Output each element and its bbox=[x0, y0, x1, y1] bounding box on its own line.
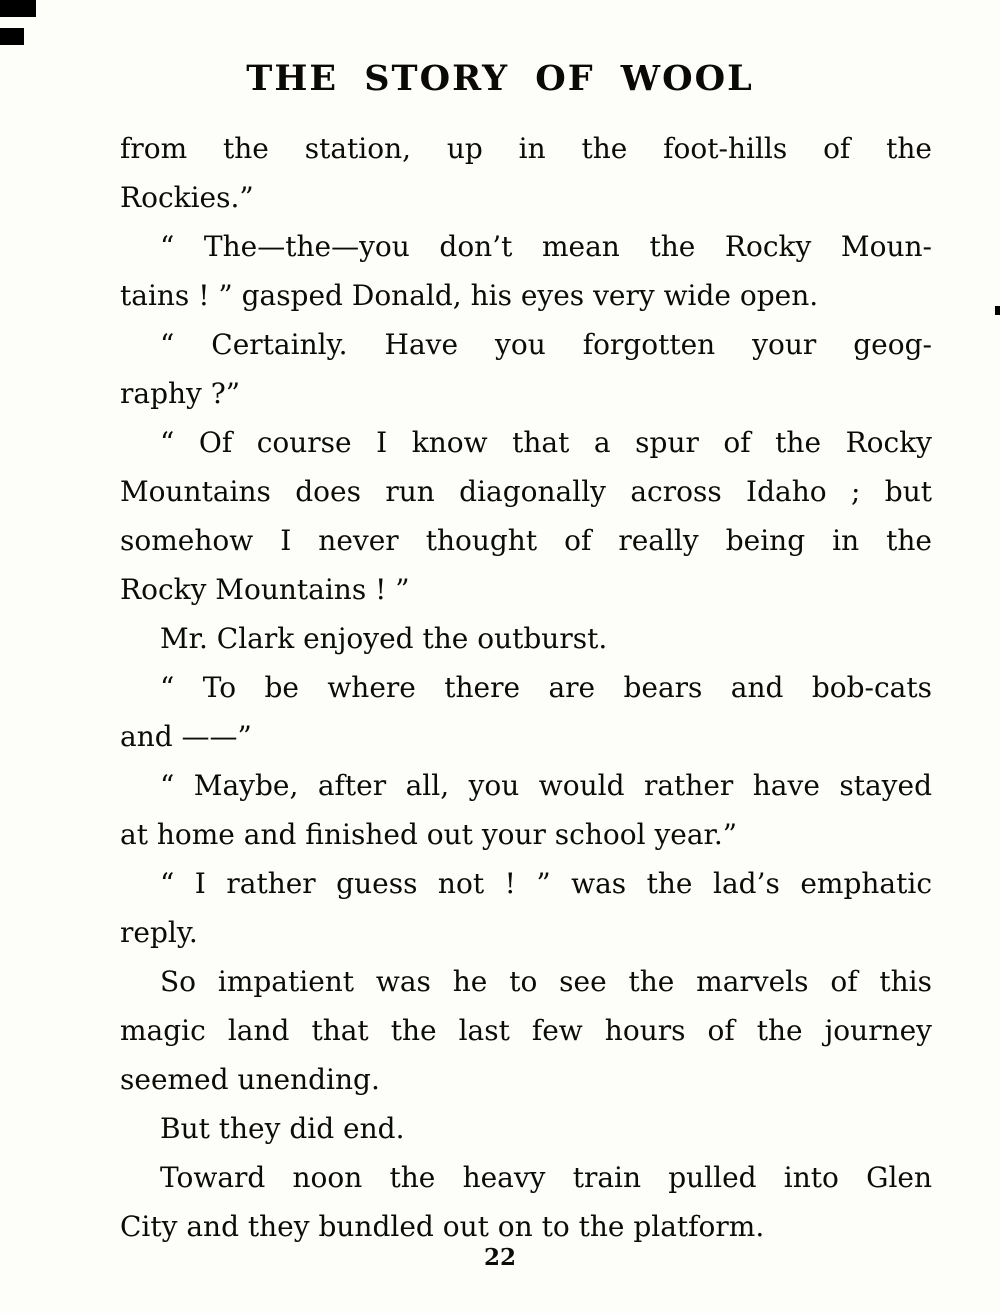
text-line: “ Of course I know that a spur of the Rocky bbox=[160, 426, 932, 459]
paragraph bbox=[120, 418, 932, 614]
paragraph bbox=[120, 957, 932, 1104]
paragraph bbox=[120, 1104, 932, 1153]
scan-ink-artifact bbox=[995, 306, 1000, 315]
paragraph bbox=[120, 663, 932, 761]
paragraph bbox=[120, 761, 932, 859]
scan-ink-artifact bbox=[0, 28, 24, 45]
text-line: Mountains does run diagonally across Idaho ; but bbox=[120, 475, 932, 508]
paragraph bbox=[120, 320, 932, 418]
text-line: Rocky Mountains ! ” bbox=[120, 573, 410, 606]
text-line: “ I rather guess not ! ” was the lad’s emphatic bbox=[160, 867, 932, 900]
text-line: City and they bundled out on to the platform. bbox=[120, 1210, 765, 1243]
paragraph bbox=[120, 124, 932, 222]
text-line: raphy ?” bbox=[120, 377, 241, 410]
text-line: Rockies.” bbox=[120, 181, 254, 214]
text-line: seemed unending. bbox=[120, 1063, 380, 1096]
text-line: somehow I never thought of really being in the bbox=[120, 524, 932, 557]
text-line: Toward noon the heavy train pulled into Glen bbox=[160, 1161, 932, 1194]
text-line: Mr. Clark enjoyed the outburst. bbox=[160, 622, 608, 655]
text-line: at home and finished out your school year.” bbox=[120, 818, 738, 851]
text-line: tains ! ” gasped Donald, his eyes very wide open. bbox=[120, 279, 819, 312]
text-line: “ To be where there are bears and bob-cats bbox=[160, 671, 932, 704]
page-number: 22 bbox=[483, 1244, 516, 1271]
page-header-title: THE STORY OF WOOL bbox=[246, 58, 754, 99]
text-line: So impatient was he to see the marvels of this bbox=[160, 965, 932, 998]
text-line: and ——” bbox=[120, 720, 252, 753]
paragraph bbox=[120, 614, 932, 663]
paragraph bbox=[120, 859, 932, 957]
text-line: “ The—the—you don’t mean the Rocky Moun- bbox=[160, 230, 932, 263]
text-block bbox=[120, 124, 932, 1251]
paragraph bbox=[120, 1153, 932, 1251]
text-line: “ Certainly. Have you forgotten your geog- bbox=[160, 328, 932, 361]
text-line: But they did end. bbox=[160, 1112, 405, 1145]
text-line: reply. bbox=[120, 916, 198, 949]
text-line: “ Maybe, after all, you would rather have stayed bbox=[160, 769, 932, 802]
text-line: from the station, up in the foot-hills of the bbox=[120, 132, 932, 165]
scan-ink-artifact bbox=[0, 0, 36, 17]
paragraph bbox=[120, 222, 932, 320]
text-line: magic land that the last few hours of the journey bbox=[120, 1014, 932, 1047]
